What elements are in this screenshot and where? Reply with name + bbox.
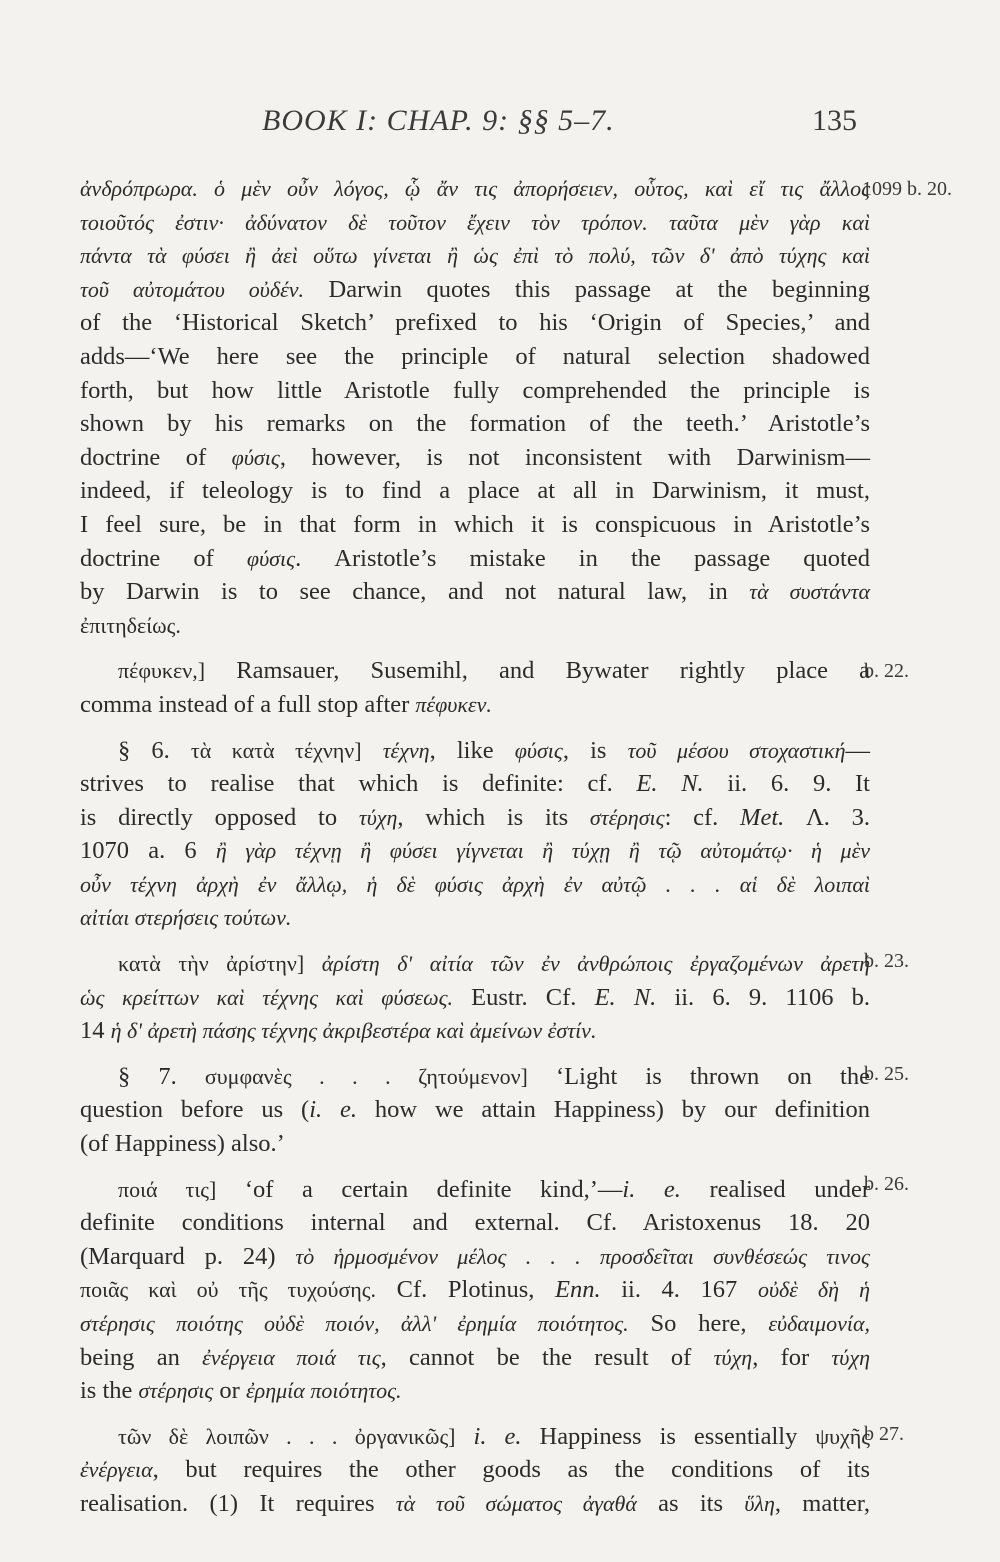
text-line: forth, but how little Aristotle fully comprehended the principle is <box>80 376 870 404</box>
text-line: is the στέρησις or ἐρημία ποιότητος. <box>80 1377 402 1405</box>
margin-ref: b. 26. <box>864 1173 909 1195</box>
note-ton-de-loipon <box>80 1420 870 1521</box>
text-line: πέφυκεν,] Ramsauer, Susemihl, and Bywater rightly place a <box>118 657 870 685</box>
text-line: § 7. συμφανὲς . . . ζητούμενον] ‘Light is thrown on the <box>118 1062 870 1090</box>
text-line: adds—‘We here see the principle of natural selection shadowed <box>80 342 870 370</box>
text-line: question before us (i. e. how we attain Happiness) by our definition <box>80 1096 870 1124</box>
note-section-7 <box>80 1060 870 1161</box>
text-line: οὖν τέχνη ἀρχὴ ἐν ἄλλῳ, ἡ δὲ φύσις ἀρχὴ ἐν αὐτῷ . . . αἱ δὲ λοιπαὶ <box>80 871 870 897</box>
text-line: strives to realise that which is definite: cf. E. N. ii. 6. 9. It <box>80 770 870 798</box>
lemma: τὰ κατὰ τέχνην] <box>190 737 362 763</box>
text-line: definite conditions internal and external. Cf. Aristoxenus 18. 20 <box>80 1209 870 1237</box>
text-line: ἐπιτηδείως. <box>80 612 181 638</box>
margin-ref: b 27. <box>864 1423 904 1445</box>
page-header <box>0 104 1000 144</box>
text-line: ἀνδρόπρωρα. ὁ μὲν οὖν λόγος, ᾧ ἄν τις ἀπορήσειεν, οὗτος, καὶ εἴ τις ἄλλος <box>80 176 870 201</box>
text-line: (Marquard p. 24) τὸ ἡρμοσμένον μέλος . . . προσδεῖται συνθέσεώς τινος <box>80 1242 870 1270</box>
text-line: τῶν δὲ λοιπῶν . . . ὀργανικῶς] i. e. Happiness is essentially ψυχῆς <box>118 1422 871 1450</box>
paragraph-darwin <box>80 172 870 642</box>
text-line: realisation. (1) It requires τὰ τοῦ σώματος ἀγαθά as its ὕλη, matter, <box>80 1489 871 1517</box>
page-number: 135 <box>812 104 857 137</box>
lemma: ποιά τις] <box>118 1176 217 1202</box>
text-line: is directly opposed to τύχη, which is its στέρησις: cf. Met. Λ. 3. <box>80 803 870 831</box>
text-line: αἰτίαι στερήσεις τούτων. <box>80 905 292 931</box>
lemma: πέφυκεν,] <box>118 658 206 684</box>
text-line: § 6. τὰ κατὰ τέχνην] τέχνη, like φύσις, is τοῦ μέσου στοχαστική— <box>118 736 871 764</box>
lemma: τῶν δὲ λοιπῶν . . . ὀργανικῶς] <box>118 1423 456 1449</box>
lemma: κατὰ τὴν ἀρίστην] <box>118 951 305 977</box>
text-line: indeed, if teleology is to find a place at all in Darwinism, it must, <box>80 477 870 505</box>
text-line: by Darwin is to see chance, and not natural law, in τὰ συστάντα <box>80 578 870 606</box>
text-line: στέρησις ποιότης οὐδὲ ποιόν, ἀλλ' ἐρημία ποιότητος. So here, εὐδαιμονία, <box>80 1310 870 1337</box>
text-line: doctrine of φύσις, however, is not inconsistent with Darwinism— <box>80 443 870 471</box>
text-line: (of Happiness) also.’ <box>80 1130 285 1158</box>
commentary-text <box>80 172 870 1521</box>
text-line: comma instead of a full stop after πέφυκεν. <box>80 690 492 718</box>
margin-ref: b. 22. <box>864 660 909 682</box>
text-line: I feel sure, be in that form in which it is conspicuous in Aristotle’s <box>80 510 870 538</box>
text-line: τοιοῦτός ἐστιν· ἀδύνατον δὲ τοῦτον ἔχειν τὸν τρόπον. ταῦτα μὲν γὰρ καὶ <box>80 209 870 235</box>
text-line: ὡς κρείττων καὶ τέχνης καὶ φύσεως. Eustr. Cf. E. N. ii. 6. 9. 1106 b. <box>80 983 870 1011</box>
text-line: doctrine of φύσις. Aristotle’s mistake in the passage quoted <box>80 544 870 572</box>
text-line: being an ἐνέργεια ποιά τις, cannot be the result of τύχη, for τύχη <box>80 1343 870 1371</box>
text-line: shown by his remarks on the formation of the teeth.’ Aristotle’s <box>80 410 870 438</box>
text-line: of the ‘Historical Sketch’ prefixed to his ‘Origin of Species,’ and <box>80 309 870 337</box>
text-line: τοῦ αὐτομάτου οὐδέν. Darwin quotes this passage at the beginning <box>80 275 871 303</box>
margin-ref: b. 25. <box>864 1063 909 1085</box>
running-head: BOOK I: CHAP. 9: §§ 5–7. <box>262 104 615 137</box>
note-section-6 <box>80 734 870 936</box>
note-poia-tis <box>80 1173 870 1408</box>
text-line: ἐνέργεια, but requires the other goods as the conditions of its <box>80 1456 870 1484</box>
margin-ref: 1099 b. 20. <box>862 178 952 200</box>
text-line: ποιά τις] ‘of a certain definite kind,’—i. e. realised under <box>118 1175 870 1203</box>
text-line: πάντα τὰ φύσει ἢ ἀεὶ οὕτω γίνεται ἢ ὡς ἐπὶ τὸ πολύ, τῶν δ' ἀπὸ τύχης καὶ <box>80 243 870 269</box>
lemma: συμφανὲς . . . ζητούμενον] <box>204 1063 528 1089</box>
note-pephuken <box>80 654 870 721</box>
note-ariste <box>80 947 870 1048</box>
text-line: 1070 a. 6 ἢ γὰρ τέχνῃ ἢ φύσει γίγνεται ἢ τύχῃ ἢ τῷ αὐτομάτῳ· ἡ μὲν <box>80 837 871 865</box>
text-line: 14 ἡ δ' ἀρετὴ πάσης τέχνης ἀκριβεστέρα καὶ ἀμείνων ἐστίν. <box>80 1017 597 1045</box>
text-line: κατὰ τὴν ἀρίστην] ἀρίστη δ' αἰτία τῶν ἐν ἀνθρώποις ἐργαζομένων ἀρετή <box>118 951 870 977</box>
margin-ref: b. 23. <box>864 950 909 972</box>
text-line: ποιᾶς καὶ οὐ τῆς τυχούσης. Cf. Plotinus, Enn. ii. 4. 167 οὐδὲ δὴ ἡ <box>80 1276 870 1304</box>
